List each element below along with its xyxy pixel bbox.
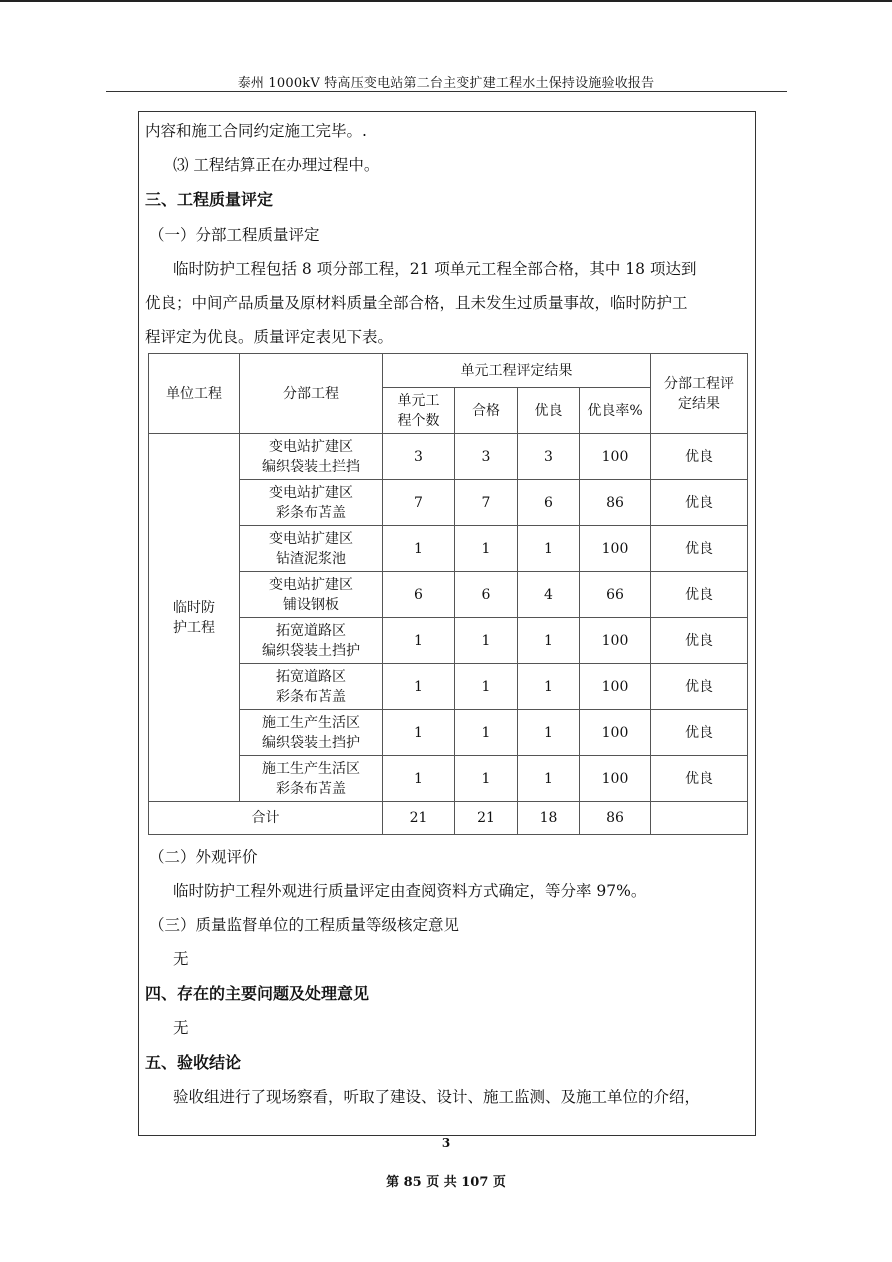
- header-excellent: 优良: [518, 388, 580, 434]
- none-text: 无: [173, 1019, 189, 1037]
- evaluation-result: 优良: [651, 710, 748, 756]
- total-excellent-count: 18: [518, 802, 580, 835]
- header-excellent-rate: 优良率%: [580, 388, 651, 434]
- header-part-project: 分部工程: [240, 354, 383, 434]
- evaluation-result: 优良: [651, 756, 748, 802]
- pass-count: 1: [455, 756, 518, 802]
- settlement-item: ⑶ 工程结算正在办理过程中。: [173, 156, 380, 174]
- pass-count: 3: [455, 434, 518, 480]
- content-frame: [138, 111, 756, 1136]
- continued-paragraph: 内容和施工合同约定施工完毕。.: [145, 122, 367, 140]
- header-unit-evaluation-results: 单元工程评定结果: [383, 354, 651, 388]
- excellent-count: 6: [518, 480, 580, 526]
- subheading-appearance: （二）外观评价: [149, 848, 258, 866]
- header-pass: 合格: [455, 388, 518, 434]
- total-pass-count: 21: [455, 802, 518, 835]
- excellent-rate: 100: [580, 618, 651, 664]
- excellent-count: 1: [518, 756, 580, 802]
- excellent-rate: 100: [580, 756, 651, 802]
- unit-count: 7: [383, 480, 455, 526]
- unit-count: 1: [383, 664, 455, 710]
- excellent-count: 1: [518, 664, 580, 710]
- unit-project-name: 临时防护工程: [149, 434, 240, 802]
- total-unit-count: 21: [383, 802, 455, 835]
- pass-count: 7: [455, 480, 518, 526]
- quality-evaluation-table: [148, 353, 748, 835]
- excellent-rate: 100: [580, 664, 651, 710]
- excellent-count: 4: [518, 572, 580, 618]
- pass-count: 1: [455, 664, 518, 710]
- excellent-rate: 100: [580, 710, 651, 756]
- part-name: 变电站扩建区 钻渣泥浆池: [240, 526, 383, 572]
- evaluation-result: 优良: [651, 526, 748, 572]
- excellent-count: 1: [518, 618, 580, 664]
- page-footer: 第 85 页 共 107 页: [386, 1175, 506, 1190]
- total-excellent-rate: 86: [580, 802, 651, 835]
- part-name: 拓宽道路区 编织袋装土挡护: [240, 618, 383, 664]
- unit-count: 6: [383, 572, 455, 618]
- table-total-row: [149, 802, 748, 835]
- excellent-count: 1: [518, 710, 580, 756]
- section-heading-conclusion: 五、验收结论: [145, 1053, 242, 1072]
- total-result: [651, 802, 748, 835]
- excellent-rate: 100: [580, 434, 651, 480]
- paragraph-line: 临时防护工程包括 8 项分部工程，21 项单元工程全部合格，其中 18 项达到: [173, 260, 697, 278]
- unit-count: 3: [383, 434, 455, 480]
- header-rule: [106, 91, 787, 92]
- evaluation-result: 优良: [651, 434, 748, 480]
- unit-count: 1: [383, 756, 455, 802]
- unit-count: 1: [383, 710, 455, 756]
- section-heading-issues: 四、存在的主要问题及处理意见: [145, 984, 370, 1003]
- table-row: [149, 434, 748, 480]
- part-name: 变电站扩建区 编织袋装土拦挡: [240, 434, 383, 480]
- part-name: 施工生产生活区 彩条布苫盖: [240, 756, 383, 802]
- section-heading-quality: 三、工程质量评定: [145, 190, 274, 209]
- paragraph-line: 程评定为优良。质量评定表见下表。: [145, 328, 394, 346]
- excellent-rate: 66: [580, 572, 651, 618]
- evaluation-result: 优良: [651, 664, 748, 710]
- appearance-paragraph: 临时防护工程外观进行质量评定由查阅资料方式确定，等分率 97%。: [173, 882, 647, 900]
- subheading-part-quality: （一）分部工程质量评定: [149, 226, 320, 244]
- evaluation-result: 优良: [651, 480, 748, 526]
- excellent-rate: 86: [580, 480, 651, 526]
- pass-count: 1: [455, 618, 518, 664]
- excellent-count: 3: [518, 434, 580, 480]
- part-name: 拓宽道路区 彩条布苫盖: [240, 664, 383, 710]
- part-name: 施工生产生活区 编织袋装土挡护: [240, 710, 383, 756]
- subheading-supervision-opinion: （三）质量监督单位的工程质量等级核定意见: [149, 916, 460, 934]
- total-label: 合计: [149, 802, 383, 835]
- none-text: 无: [173, 950, 189, 968]
- header-unit-count: 单元工程个数: [383, 388, 455, 434]
- evaluation-result: 优良: [651, 618, 748, 664]
- paragraph-line: 优良；中间产品质量及原材料质量全部合格，且未发生过质量事故，临时防护工: [145, 294, 688, 312]
- part-name: 变电站扩建区 彩条布苫盖: [240, 480, 383, 526]
- pass-count: 1: [455, 710, 518, 756]
- pass-count: 1: [455, 526, 518, 572]
- excellent-rate: 100: [580, 526, 651, 572]
- top-border-line: [0, 0, 892, 2]
- pass-count: 6: [455, 572, 518, 618]
- unit-count: 1: [383, 526, 455, 572]
- evaluation-result: 优良: [651, 572, 748, 618]
- unit-count: 1: [383, 618, 455, 664]
- report-header-title: 泰州 1000kV 特高压变电站第二台主变扩建工程水土保持设施验收报告: [237, 76, 655, 91]
- inner-page-number: 3: [441, 1136, 451, 1150]
- conclusion-paragraph: 验收组进行了现场察看，听取了建设、设计、施工监测、及施工单位的介绍，: [173, 1088, 701, 1106]
- excellent-count: 1: [518, 526, 580, 572]
- header-unit-project: 单位工程: [149, 354, 240, 434]
- header-part-evaluation-result: 分部工程评定结果: [651, 354, 748, 434]
- part-name: 变电站扩建区 铺设钢板: [240, 572, 383, 618]
